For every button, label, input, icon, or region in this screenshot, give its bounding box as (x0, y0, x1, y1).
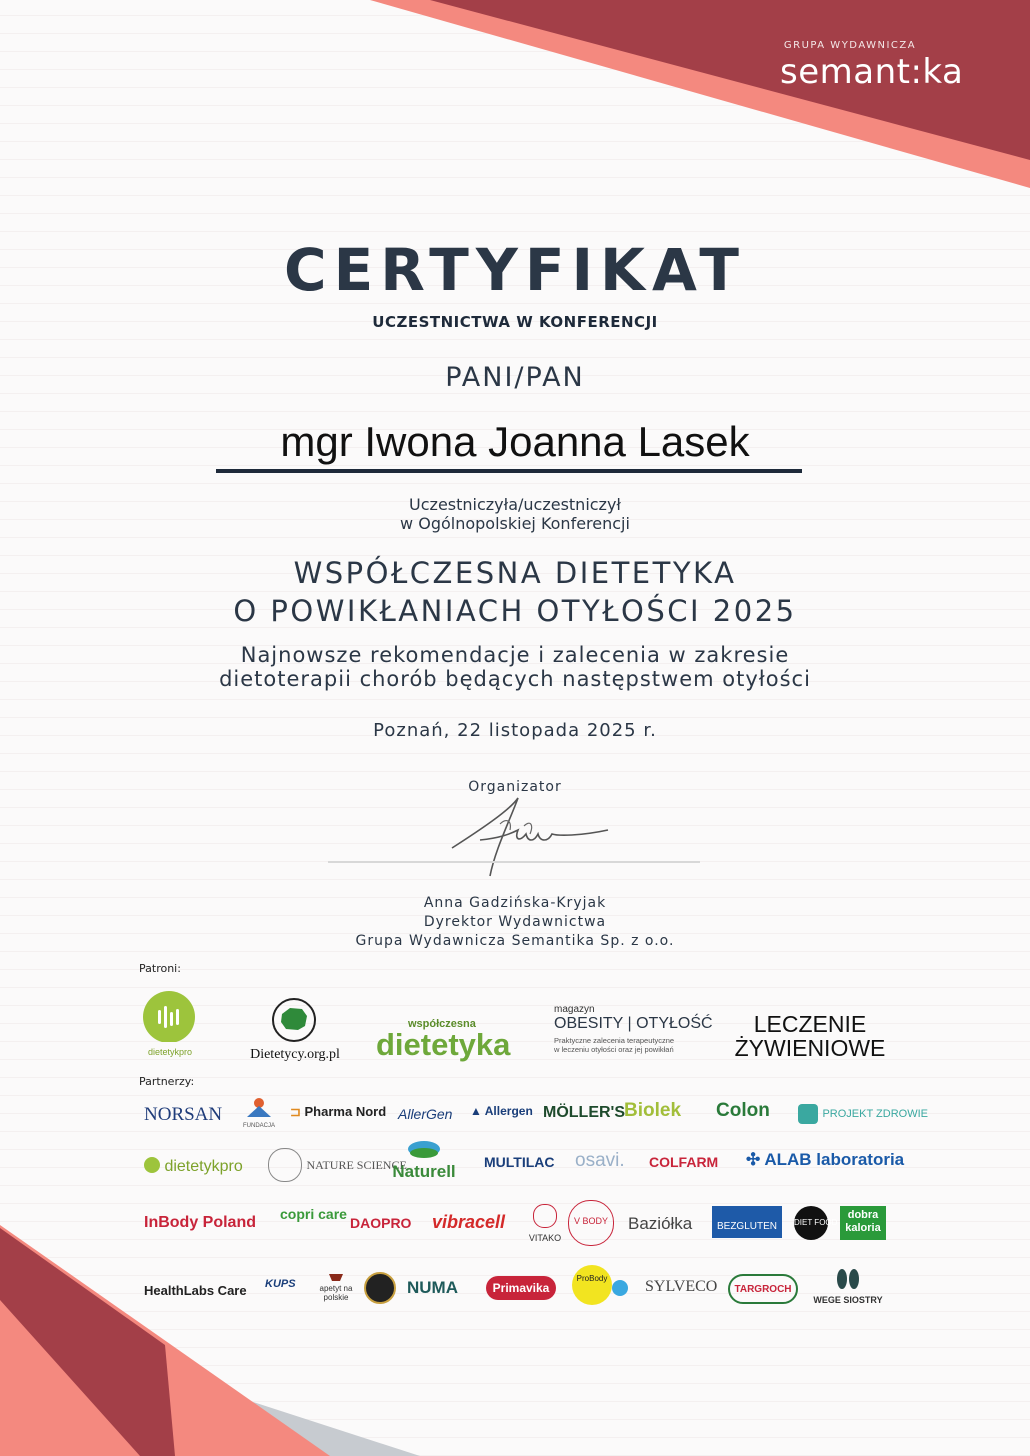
partner-logo-kups: KUPS (265, 1278, 296, 1290)
partner-logo-nature-science (268, 1148, 407, 1182)
signer-role: Dyrektor Wydawnictwa (423, 914, 607, 930)
obesity-small-text: magazyn (554, 1004, 595, 1015)
partner-logo-fundacja (242, 1096, 276, 1129)
wege-siostry-leaves-icon (828, 1268, 868, 1290)
salutation: PANI/PAN (445, 362, 585, 393)
certificate-subtitle: UCZESTNICTWA W KONFERENCJI (372, 313, 658, 331)
place-and-date: Poznań, 22 listopada 2025 r. (373, 720, 657, 741)
apetyt-text: apetyt na polskie (319, 1284, 353, 1302)
dietetykpro-patron-text: dietetykpro (147, 1047, 193, 1057)
partners-label: Partnerzy: (139, 1075, 195, 1088)
wd-small-text: współczesna (408, 1018, 476, 1030)
partner-logo-daopro: DAOPRO (350, 1215, 412, 1231)
publisher-tagline: GRUPA WYDAWNICZA (783, 40, 917, 51)
lz-line1-text: LECZENIE (753, 1011, 867, 1037)
allergen-lab-icon: ▲ (470, 1104, 485, 1118)
publisher-logo: semant:ka (780, 52, 964, 92)
vitako-text: VITAKO (528, 1233, 562, 1243)
partner-logo-inbody: InBody Poland (144, 1214, 256, 1231)
participation-line-1: Uczestniczyła/uczestniczył (409, 495, 621, 514)
partner-logo-wege-siostry (808, 1268, 888, 1305)
apetyt-basket-icon (327, 1268, 345, 1282)
dietetycy-text: Dietetycy.org.pl (250, 1047, 340, 1062)
dietetykpro-patron-logo (141, 990, 199, 1058)
participation-line-2: w Ogólnopolskiej Konferencji (400, 514, 630, 533)
partner-logo-numa: NUMA (407, 1278, 458, 1297)
probody-bubble-icon (612, 1280, 628, 1296)
dietetykpro-circle-icon (141, 990, 199, 1042)
wd-big-text: dietetyka (376, 1027, 511, 1062)
partner-logo-colon: Colon (716, 1100, 770, 1121)
obesity-magazine-logo (554, 1004, 714, 1062)
partner-logo-mollers: MÖLLER'S (543, 1104, 626, 1121)
partner-logo-baziolka: Baziółka (628, 1214, 693, 1233)
signer-company: Grupa Wydawnicza Semantika Sp. z o.o. (355, 933, 675, 949)
partner-logo-round-emblem (364, 1272, 396, 1304)
partner-logo-bezgluten: BEZGLUTEN (712, 1206, 782, 1238)
dietetykpro-partner-text: dietetykpro (164, 1158, 243, 1175)
naturell-leaf-icon (404, 1140, 444, 1158)
fundacja-text: FUNDACJA (242, 1123, 275, 1129)
alab-molecule-icon: ✣ (746, 1150, 765, 1169)
conference-title-line-2: O POWIKŁANIACH OTYŁOŚCI 2025 (233, 594, 797, 628)
obesity-sub2-text: w leczeniu otyłości oraz jej powikłań (554, 1045, 674, 1054)
partner-logo-diet-food: DIET FOOD (794, 1206, 828, 1240)
partner-logo-allergen-lab (470, 1104, 533, 1118)
certificate-title: CERTYFIKAT (284, 236, 746, 304)
conference-title-line-1: WSPÓŁCZESNA DIETETYKA (293, 556, 737, 590)
partner-logo-vbody: V BODY (568, 1200, 614, 1246)
vitako-circle-icon (533, 1204, 557, 1228)
partner-logo-colfarm: COLFARM (649, 1154, 719, 1170)
partner-logo-projekt-zdrowie (798, 1104, 928, 1124)
partner-logo-sylveco: SYLVECO (645, 1278, 718, 1295)
partner-logo-dobra-kaloria: dobra kaloria (840, 1206, 886, 1240)
poland-map-icon (236, 996, 354, 1042)
obesity-title-text: OBESITY | OTYŁOŚĆ (554, 1015, 713, 1032)
alab-text: ALAB laboratoria (764, 1150, 905, 1169)
partner-logo-norsan: NORSAN (144, 1104, 223, 1125)
lz-line2-text: ŻYWIENIOWE (734, 1035, 886, 1061)
handwritten-signature (440, 790, 620, 880)
partner-logo-pharma-nord (290, 1104, 386, 1120)
projekt-zdrowie-text: PROJEKT ZDROWIE (822, 1108, 928, 1120)
partner-logo-allergen: AllerGen (398, 1106, 453, 1122)
leczenie-zywieniowe-logo (730, 1012, 890, 1064)
pharma-nord-mark-icon: ⊐ (290, 1104, 305, 1119)
participant-name: mgr Iwona Joanna Lasek (280, 418, 750, 465)
nature-science-tree-icon (268, 1148, 302, 1182)
conference-description-line-2: dietoterapii chorób będących następstwem otyłości (219, 667, 811, 691)
naturell-text: Naturell (392, 1162, 456, 1181)
conference-description-line-1: Najnowsze rekomendacje i zalecenia w zakresie (240, 643, 790, 667)
fundacja-people-icon (242, 1096, 276, 1118)
allergen-lab-text: Allergen (484, 1104, 533, 1118)
partner-logo-dietetykpro (144, 1157, 243, 1176)
partner-logo-alab (746, 1150, 904, 1170)
obesity-sub1-text: Praktyczne zalecenia terapeutyczne (554, 1036, 675, 1045)
partner-logo-copri-care: copri care (280, 1206, 347, 1222)
patrons-label: Patroni: (139, 962, 181, 975)
signature-line (328, 861, 700, 863)
partner-logo-vibracell: vibracell (432, 1212, 506, 1232)
partner-logo-apetyt (316, 1268, 356, 1302)
pharma-nord-text: Pharma Nord (304, 1104, 387, 1119)
signer-name: Anna Gadzińska-Kryjak (423, 895, 607, 911)
partner-logo-probody: ProBody (572, 1265, 612, 1305)
projekt-zdrowie-icon (798, 1104, 818, 1124)
partner-logo-osavi: osavi. (575, 1150, 625, 1171)
partner-logo-multilac: MULTILAC (484, 1154, 555, 1170)
partner-logo-biolek: Biolek (624, 1100, 682, 1121)
dietetykpro-dot-icon (144, 1157, 160, 1173)
dietetycy-logo (236, 996, 354, 1060)
organizer-label: Organizator (468, 779, 562, 795)
partner-logo-primavika: Primavika (486, 1276, 556, 1300)
nature-science-text: NATURE SCIENCE (306, 1158, 407, 1172)
partner-logo-targroch: TARGROCH (728, 1274, 798, 1304)
partner-logo-vitako (522, 1204, 568, 1243)
partner-logo-healthlabs: HealthLabs Care (144, 1283, 247, 1298)
name-underline (216, 469, 802, 473)
wege-siostry-text: WEGE SIOSTRY (813, 1295, 883, 1305)
wspolczesna-dietetyka-logo (376, 1018, 534, 1066)
partner-logo-naturell (384, 1140, 464, 1181)
